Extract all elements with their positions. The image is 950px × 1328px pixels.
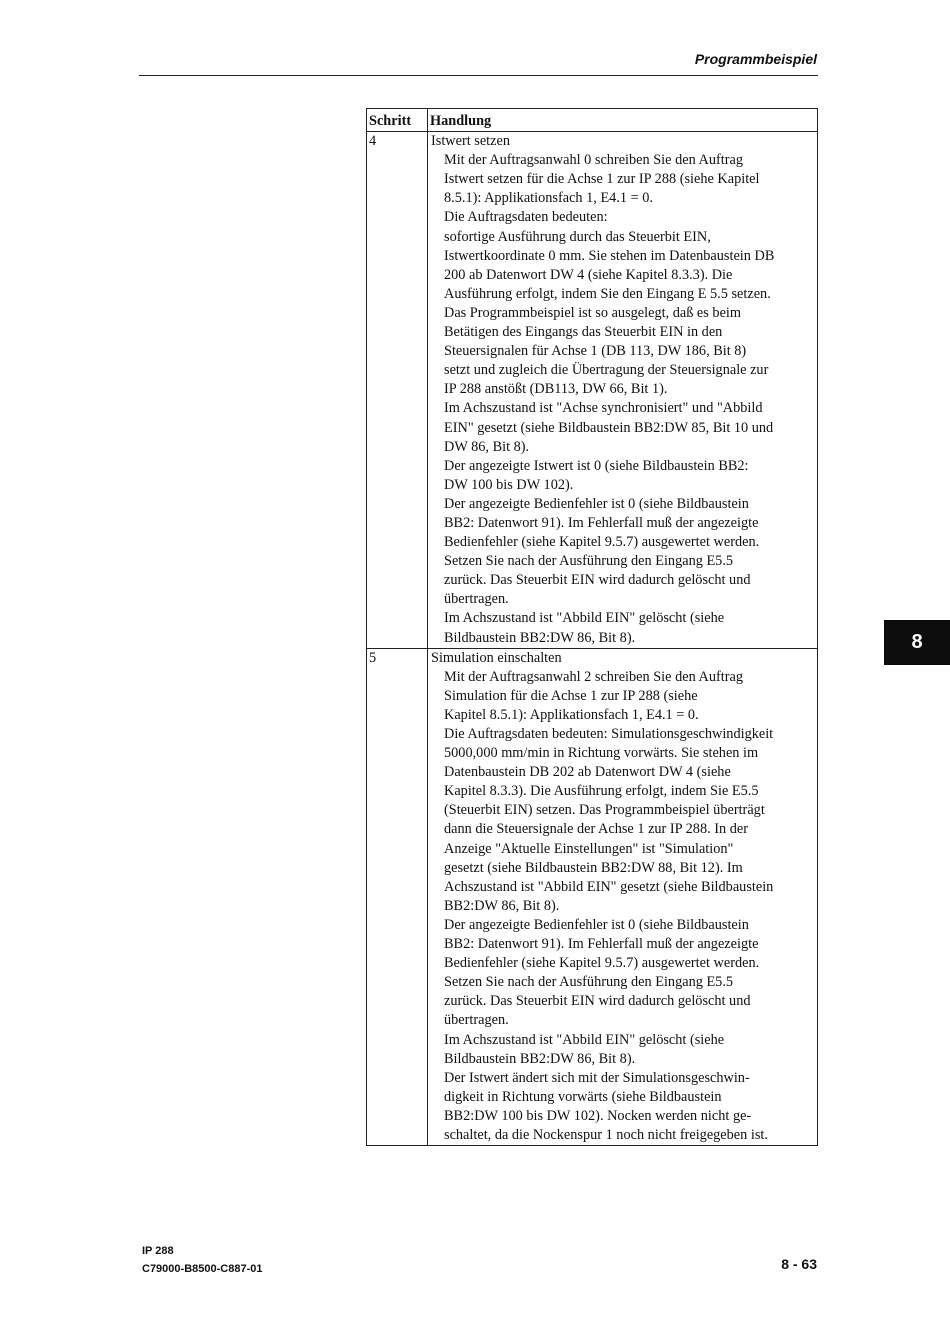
action-text-line: Das Programmbeispiel ist so ausgelegt, daß es beim xyxy=(444,304,742,321)
step-action xyxy=(428,132,818,649)
action-text-line: 5000,000 mm/min in Richtung vorwärts. Sie stehen im xyxy=(444,745,759,762)
action-text-line: Steuersignalen für Achse 1 (DB 113, DW 186, Bit 8) xyxy=(444,343,747,360)
action-text-line: 8.5.1): Applikationsfach 1, E4.1 = 0. xyxy=(444,190,653,207)
action-text-line: Im Achszustand ist "Achse synchronisiert" und "Abbild xyxy=(444,400,763,417)
action-text-line: übertragen. xyxy=(444,591,509,608)
page-header-title: Programmbeispiel xyxy=(694,51,817,67)
action-text-line: Achszustand ist "Abbild EIN" gesetzt (siehe Bildbaustein xyxy=(444,878,774,895)
footer-product-info xyxy=(142,1242,262,1278)
action-text-line: 200 ab Datenwort DW 4 (siehe Kapitel 8.3.3). Die xyxy=(444,266,733,283)
footer-product: IP 288 xyxy=(142,1245,174,1257)
action-text-line: schaltet, da die Nockenspur 1 noch nicht freigegeben ist. xyxy=(444,1126,768,1143)
action-title: Istwert setzen xyxy=(431,133,510,150)
action-text-line: BB2:DW 86, Bit 8). xyxy=(444,897,560,914)
action-text-line: Setzen Sie nach der Ausführung den Eingang E5.5 xyxy=(444,974,734,991)
action-text-line: Kapitel 8.5.1): Applikationsfach 1, E4.1 = 0. xyxy=(444,706,699,723)
action-text-line: zurück. Das Steuerbit EIN wird dadurch gelöscht und xyxy=(444,993,751,1010)
action-text-line: setzt und zugleich die Übertragung der Steuersignale zur xyxy=(444,362,769,379)
table-header-row xyxy=(367,109,818,132)
action-text-line: Der angezeigte Bedienfehler ist 0 (siehe Bildbaustein xyxy=(444,495,749,512)
action-text-line: Istwert setzen für die Achse 1 zur IP 288 (siehe Kapitel xyxy=(444,171,760,188)
procedure-table xyxy=(366,108,818,1146)
action-text-line: Bildbaustein BB2:DW 86, Bit 8). xyxy=(444,1050,636,1067)
action-text-line: Ausführung erfolgt, indem Sie den Eingang E 5.5 setzen. xyxy=(444,285,771,302)
action-text-line: Istwertkoordinate 0 mm. Sie stehen im Datenbaustein DB xyxy=(444,247,775,264)
action-text-line: BB2: Datenwort 91). Im Fehlerfall muß der angezeigte xyxy=(444,514,759,531)
action-text-line: Setzen Sie nach der Ausführung den Eingang E5.5 xyxy=(444,553,734,570)
action-text-line: sofortige Ausführung durch das Steuerbit EIN, xyxy=(444,228,711,245)
action-text-line: Mit der Auftragsanwahl 0 schreiben Sie den Auftrag xyxy=(444,152,743,169)
footer-order-number: C79000-B8500-C887-01 xyxy=(142,1263,263,1275)
action-text-line: Betätigen des Eingangs das Steuerbit EIN in den xyxy=(444,324,723,341)
action-text-line: Bildbaustein BB2:DW 86, Bit 8). xyxy=(444,629,636,646)
column-header-action: Handlung xyxy=(428,109,818,132)
action-text-line: Der Istwert ändert sich mit der Simulationsgeschwin- xyxy=(444,1069,750,1086)
action-text-line: Im Achszustand ist "Abbild EIN" gelöscht (siehe xyxy=(444,1031,725,1048)
step-action xyxy=(428,648,818,1145)
action-text-line: gesetzt (siehe Bildbaustein BB2:DW 88, Bit 12). Im xyxy=(444,859,743,876)
action-text-line: Der angezeigte Bedienfehler ist 0 (siehe Bildbaustein xyxy=(444,916,749,933)
action-text-line: DW 100 bis DW 102). xyxy=(444,476,574,493)
action-text-line: (Steuerbit EIN) setzen. Das Programmbeispiel überträgt xyxy=(444,802,765,819)
action-text-line: Der angezeigte Istwert ist 0 (siehe Bildbaustein BB2: xyxy=(444,457,749,474)
action-text-line: dann die Steuersignale der Achse 1 zur IP 288. In der xyxy=(444,821,748,838)
action-text-line: Bedienfehler (siehe Kapitel 9.5.7) ausgewertet werden. xyxy=(444,534,760,551)
action-text-line: Datenbaustein DB 202 ab Datenwort DW 4 (siehe xyxy=(444,764,731,781)
table-row xyxy=(367,648,818,1145)
column-header-step: Schritt xyxy=(367,109,428,132)
action-text-line: Mit der Auftragsanwahl 2 schreiben Sie den Auftrag xyxy=(444,668,743,685)
action-title: Simulation einschalten xyxy=(431,649,562,666)
page-number: 8 - 63 xyxy=(781,1256,817,1272)
action-text-line: Kapitel 8.3.3). Die Ausführung erfolgt, indem Sie E5.5 xyxy=(444,783,759,800)
action-text-line: DW 86, Bit 8). xyxy=(444,438,530,455)
step-number: 4 xyxy=(367,132,428,649)
action-text-line: Anzeige "Aktuelle Einstellungen" ist "Simulation" xyxy=(444,840,734,857)
action-text-line: Simulation für die Achse 1 zur IP 288 (siehe xyxy=(444,687,698,704)
action-text-line: BB2:DW 100 bis DW 102). Nocken werden nicht ge- xyxy=(444,1107,752,1124)
action-text-line: Im Achszustand ist "Abbild EIN" gelöscht (siehe xyxy=(444,610,725,627)
table-body xyxy=(367,132,818,1146)
action-text-line: digkeit in Richtung vorwärts (siehe Bildbaustein xyxy=(444,1088,722,1105)
action-text-line: IP 288 anstößt (DB113, DW 66, Bit 1). xyxy=(444,381,668,398)
action-text-line: Die Auftragsdaten bedeuten: Simulationsgeschwindigkeit xyxy=(444,726,774,742)
action-text-line: Die Auftragsdaten bedeuten: xyxy=(444,209,608,226)
action-text-line: EIN" gesetzt (siehe Bildbaustein BB2:DW 85, Bit 10 und xyxy=(444,419,774,436)
chapter-tab: 8 xyxy=(884,620,950,665)
action-text-line: BB2: Datenwort 91). Im Fehlerfall muß der angezeigte xyxy=(444,936,759,953)
header-divider xyxy=(139,75,818,76)
table-row xyxy=(367,132,818,649)
step-number: 5 xyxy=(367,648,428,1145)
action-text-line: übertragen. xyxy=(444,1012,509,1029)
action-text-line: Bedienfehler (siehe Kapitel 9.5.7) ausgewertet werden. xyxy=(444,955,760,972)
action-text-line: zurück. Das Steuerbit EIN wird dadurch gelöscht und xyxy=(444,572,751,589)
